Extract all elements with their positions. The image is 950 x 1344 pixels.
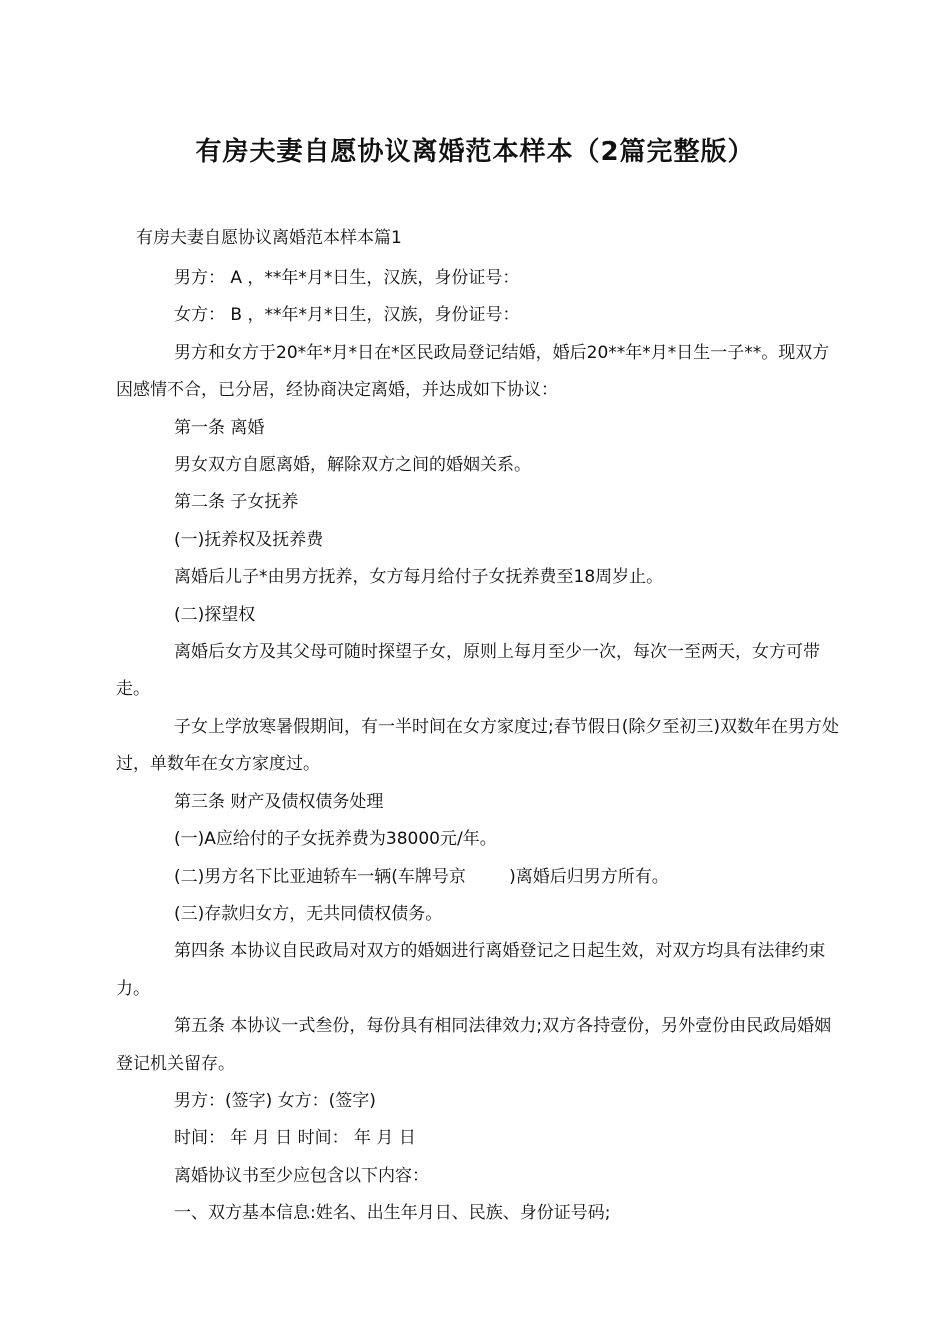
paragraph-marriage-info: 男方和女方于20*年*月*日在*区民政局登记结婚，婚后20**年*月*日生一子**。现双方因感情不合，已分居，经协商决定离婚，并达成如下协议：	[116, 342, 830, 401]
date-line: 时间： 年 月 日 时间： 年 月 日	[174, 1128, 416, 1149]
paragraph-contents-intro: 离婚协议书至少应包含以下内容：	[174, 1165, 429, 1186]
subsection-visitation: (二)探望权	[174, 604, 256, 625]
article-4: 第四条 本协议自民政局对双方的婚姻进行离婚登记之日起生效，对双方均具有法律约束力。	[116, 941, 826, 999]
document-body	[116, 260, 846, 1233]
article-3-heading: 第三条 财产及债权债务处理	[174, 791, 384, 812]
paragraph-custody: 离婚后儿子*由男方抚养，女方每月给付子女抚养费至18周岁止。	[174, 567, 664, 588]
signature-line: 男方：(签字) 女方：(签字)	[174, 1090, 376, 1111]
article-1-heading: 第一条 离婚	[174, 417, 265, 438]
paragraph-female-party: 女方： B ，**年*月*日生，汉族，身份证号：	[174, 305, 520, 326]
paragraph-basic-info: 一、双方基本信息:姓名、出生年月日、民族、身份证号码;	[174, 1203, 611, 1224]
article-2-heading: 第二条 子女抚养	[174, 492, 299, 513]
subsection-custody: (一)抚养权及抚养费	[174, 529, 324, 550]
paragraph-holidays: 子女上学放寒暑假期间，有一半时间在女方家度过;春节假日(除夕至初三)双数年在男方处过，单数年在女方家度过。	[116, 716, 839, 775]
paragraph-support-fee: (一)A应给付的子女抚养费为38000元/年。	[174, 829, 497, 850]
paragraph-male-party: 男方： A ，**年*月*日生，汉族，身份证号：	[174, 268, 520, 288]
paragraph-savings: (三)存款归女方，无共同债权债务。	[174, 903, 443, 924]
paragraph-visitation: 离婚后女方及其父母可随时探望子女，原则上每月至少一次，每次一至两天，女方可带走。	[116, 642, 820, 700]
paragraph-car: (二)男方名下比亚迪轿车一辆(车牌号京 )离婚后归男方所有。	[174, 866, 669, 887]
paragraph-divorce: 男女双方自愿离婚，解除双方之间的婚姻关系。	[174, 455, 531, 476]
section-heading: 有房夫妻自愿协议离婚范本样本篇1	[136, 228, 402, 248]
document-title: 有房夫妻自愿协议离婚范本样本（2篇完整版）	[195, 137, 755, 167]
article-5: 第五条 本协议一式叁份，每份具有相同法律效力;双方各持壹份，另外壹份由民政局婚姻登记机关留存。	[116, 1016, 832, 1074]
